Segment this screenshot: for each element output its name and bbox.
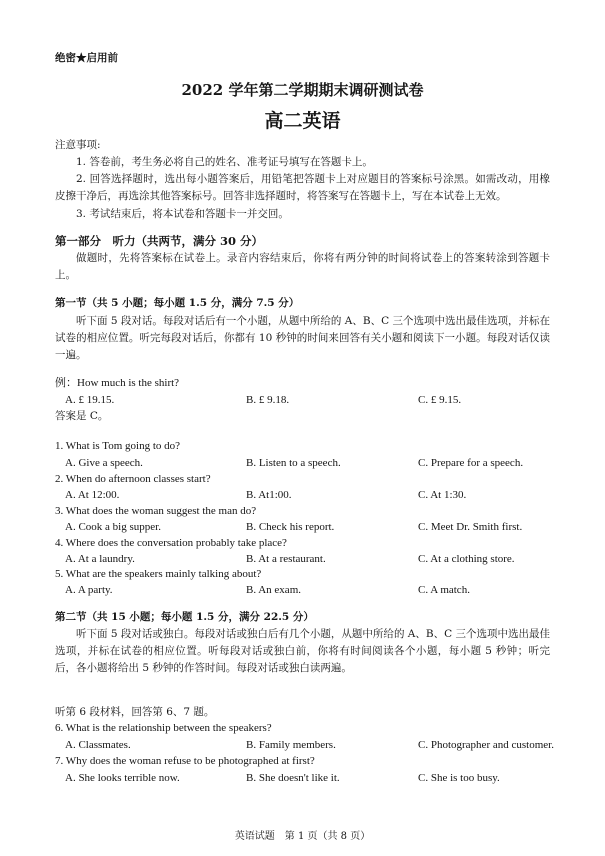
question-1: 1. What is Tom going to do? <box>55 440 181 452</box>
option-a: A. £ 19.15. <box>65 394 115 406</box>
notes-item-2: 2. 回答选择题时，选出每小题答案后，用铅笔把答题卡上对应题目的答案标号涂黑。如需改动，用橡皮擦干净后，再选涂其他答案标号。回答非选择题时，将答案写在答题卡上，写在本试卷上无效。 <box>55 173 550 202</box>
notes-item-3: 3. 考试结束后，将本试卷和答题卡一并交回。 <box>76 208 289 220</box>
example-answer: 答案是 C。 <box>55 410 109 422</box>
option-c: C. Meet Dr. Smith first. <box>418 521 523 533</box>
option-b: B. Listen to a speech. <box>246 457 341 469</box>
option-c: C. Photographer and customer. <box>418 739 554 751</box>
option-a: A. Give a speech. <box>65 457 143 469</box>
question-7: 7. Why does the woman refuse to be photographed at first? <box>55 755 315 767</box>
example-options <box>55 392 550 409</box>
section2-instruction: 听下面 5 段对话或独白。每段对话或独白后有几个小题，从题中所给的 A、B、C 三个选项中选出最佳选项，并标在试卷的相应位置。听每段对话或独白前，你将有时间阅读各个小题，每小题 5 秒钟；听完后，各小题将给出 5 秒钟的作答时间。每段对话或独白读两遍。 <box>55 628 550 674</box>
option-b: B. £ 9.18. <box>246 394 290 406</box>
question-1-options <box>55 455 550 472</box>
option-a: A. She looks terrible now. <box>65 772 180 784</box>
option-b: B. At a restaurant. <box>246 553 326 565</box>
question-2: 2. When do afternoon classes start? <box>55 473 211 485</box>
option-a: A. Classmates. <box>65 739 131 751</box>
part1-instruction: 做题时，先将答案标在试卷上。录音内容结束后，你将有两分钟的时间将试卷上的答案转涂到答题卡上。 <box>55 252 550 281</box>
exam-subject: 高二英语 <box>264 110 341 132</box>
option-b: B. Check his report. <box>246 521 335 533</box>
option-c: C. At a clothing store. <box>418 553 515 565</box>
option-b: B. An exam. <box>246 584 301 596</box>
option-a: A. At 12:00. <box>65 489 120 501</box>
option-c: C. Prepare for a speech. <box>418 457 524 469</box>
notes-heading: 注意事项: <box>55 139 101 151</box>
question-5: 5. What are the speakers mainly talking about? <box>55 568 262 580</box>
section1-heading: 第一节（共 5 小题；每小题 1.5 分，满分 7.5 分） <box>55 297 300 309</box>
option-c: C. A match. <box>418 584 470 596</box>
option-a: A. A party. <box>65 584 113 596</box>
question-6-options <box>55 737 554 754</box>
part1-heading: 第一部分 听力（共两节，满分 30 分） <box>55 234 264 248</box>
section1-instruction: 听下面 5 段对话。每段对话后有一个小题，从题中所给的 A、B、C 三个选项中选出最佳选项，并标在试卷的相应位置。听完每段对话后，你都有 10 秒钟的时间来回答有关小题和阅读下一小题。每段对话仅读一遍。 <box>55 315 550 361</box>
example-question: 例：How much is the shirt? <box>55 377 180 389</box>
question-7-options <box>55 770 550 787</box>
material-intro: 听第 6 段材料，回答第 6、7 题。 <box>55 706 215 718</box>
option-a: A. Cook a big supper. <box>65 521 161 533</box>
exam-title: 2022 学年第二学期期末调研测试卷 <box>181 81 424 99</box>
option-b: B. At1:00. <box>246 489 292 501</box>
page-footer: 英语试题 第 1 页（共 8 页） <box>234 831 371 842</box>
question-4: 4. Where does the conversation probably take place? <box>55 537 287 549</box>
confidential-label: 绝密★启用前 <box>55 52 118 64</box>
question-3: 3. What does the woman suggest the man do? <box>55 505 257 517</box>
option-c: C. At 1:30. <box>418 489 467 501</box>
section2-heading: 第二节（共 15 小题；每小题 1.5 分，满分 22.5 分） <box>55 611 314 623</box>
question-3-options <box>55 519 550 536</box>
option-a: A. At a laundry. <box>65 553 135 565</box>
question-2-options <box>55 487 550 504</box>
option-c: C. She is too busy. <box>418 772 500 784</box>
question-6: 6. What is the relationship between the speakers? <box>55 722 272 734</box>
option-c: C. £ 9.15. <box>418 394 462 406</box>
question-5-options <box>55 582 550 599</box>
option-b: B. She doesn't like it. <box>246 772 340 784</box>
option-b: B. Family members. <box>246 739 336 751</box>
notes-item-1: 1. 答卷前，考生务必将自己的姓名、准考证号填写在答题卡上。 <box>76 156 373 168</box>
